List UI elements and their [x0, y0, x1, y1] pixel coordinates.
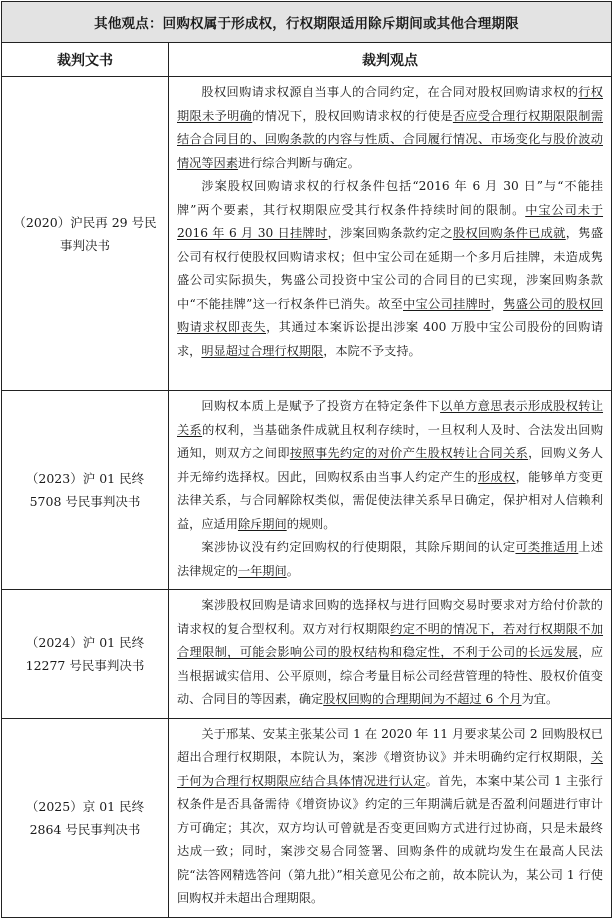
view-paragraph: [177, 175, 603, 363]
text-segment: 上述法律规定的: [177, 540, 604, 578]
table-row-1: [2, 77, 612, 391]
underlined-text: 约定不明的情况下，若对行权期限不加合理限制，可能会影响公司的股权结构和稳定性，不利于公司的长远发展: [177, 621, 604, 659]
text-segment: 。首先，本案中某公司 1 主张行权条件是否具备需待《增资协议》约定的三年期满后就是否盈利问题进行审计方可确定；其次，双方均认可曾就是否变更回购方式进行过协商，只是未最终达成一致；同时，案涉交易合同签署、回购条件的成就均发生在最高人民法院“法答网精选答问（第九批）”相关意见公布之前，故本院认为，某公司 1 行使回购权并未超出合理期限。: [177, 773, 603, 905]
text-segment: 案涉协议没有约定回购权的行使期限，其除斥期间的认定: [201, 540, 516, 554]
underlined-text: 除斥期间: [237, 516, 287, 531]
court-view: [169, 718, 612, 917]
text-segment: ，: [490, 296, 504, 311]
underlined-text: 行权期限未予明确: [177, 85, 603, 123]
underlined-text: 股权回购条件已成就: [452, 226, 566, 240]
underlined-text: 关于何为合理行权期限应结合具体情况进行认定: [177, 750, 603, 788]
header-case: 裁判文书: [2, 43, 169, 77]
text-segment: 。: [286, 563, 299, 578]
court-view: [169, 590, 612, 719]
view-paragraph: [177, 594, 603, 712]
table-row-3: [2, 590, 612, 719]
text-segment: ，其通过本案诉讼提出涉案 400 万股中宝公司股份的回购请求，: [177, 320, 604, 358]
table-title-row: [2, 2, 612, 43]
text-segment: ，应当根据诚实信用、公平原则，综合考量目标公司经营管理的特性、股权价值变动、合同目的等因素，确定: [177, 645, 604, 706]
text-segment: 案涉股权回购是请求回购的选择权与进行回购交易时要求对方给付价款的请求权的复合型权利。双方对行权期限: [177, 598, 603, 636]
court-view: [169, 77, 612, 391]
underlined-text: 按照事先约定的对价产生股权转让合同关系: [289, 446, 529, 460]
text-segment: 的情况下，股权回购请求权的行使是: [252, 108, 453, 123]
underlined-text: 股权回购的合理期间为不超过 6 个月: [323, 692, 522, 706]
view-paragraph: [177, 723, 603, 911]
case-number: （2023）沪 01 民终 5708 号民事判决书: [2, 391, 169, 590]
text-segment: 涉案股权回购请求权的行权条件包括“2016 年 6 月 30 日”与“不能挂牌”两个要素，其行权期限应受其行权条件持续时间的限制。: [177, 179, 603, 217]
view-paragraph: [177, 536, 603, 583]
underlined-text: 一年期间: [237, 563, 287, 578]
table-header-row: [2, 43, 612, 77]
text-segment: 的权利，当基础条件成就且权利存续时，一旦权利人及时、合法发出回购通知，则双方之间即: [177, 422, 604, 460]
underlined-text: 中宝公司挂牌时: [403, 296, 491, 311]
view-paragraph: [177, 81, 603, 175]
text-segment: 进行综合判断与确定。: [237, 155, 360, 170]
underlined-text: 隽盛公司的股权回购请求权即丧失: [177, 296, 604, 334]
underlined-text: 以单方意思表示形成股权转让关系: [177, 399, 604, 437]
text-segment: ，涉案回购条款约定之: [327, 226, 453, 240]
text-segment: ，回购义务人并无缔约选择权。因此，回购权系由当事人约定产生的: [177, 446, 604, 484]
underlined-text: 中宝公司未于 2016 年 6 月 30 日挂牌时: [177, 202, 604, 240]
text-segment: 回购权本质上是赋予了投资方在特定条件下: [201, 399, 441, 413]
underlined-text: 否应受合理行权期限限制需结合合同目的、回购条款的内容与性质、合同履行情况、市场变化与股价波动情况等因素: [177, 108, 604, 170]
case-number: （2025）京 01 民终 2864 号民事判决书: [2, 718, 169, 917]
text-segment: ，本院不予支持。: [323, 343, 421, 358]
table-row-4: [2, 718, 612, 917]
underlined-text: 形成权: [477, 469, 516, 484]
judgment-table: [1, 1, 612, 918]
case-number: （2024）沪 01 民终 12277 号民事判决书: [2, 590, 169, 719]
text-segment: 股权回购请求权源自当事人的合同约定，在合同对股权回购请求权的: [201, 85, 579, 99]
case-number: （2020）沪民再 29 号民事判决书: [2, 77, 169, 391]
underlined-text: 可类推适用: [515, 540, 579, 554]
text-segment: 关于邢某、安某主张某公司 1 在 2020 年 11 月要求某公司 2 回购股权已超出合理行权期限，本院认为，案涉《增资协议》并未明确约定行权期限，: [177, 726, 603, 764]
court-view: [169, 391, 612, 590]
view-paragraph: [177, 395, 603, 536]
text-segment: 的规则。: [286, 516, 336, 531]
text-segment: ，隽盛公司有权行使股权回购请求权；但中宝公司在延期一个多月后挂牌，未造成隽盛公司实际损失，隽盛公司投资中宝公司的合同目的已实现，涉案回购条款中“不能挂牌”这一行权条件已消失。故至: [177, 226, 604, 311]
underlined-text: 明显超过合理行权期限: [201, 343, 324, 358]
text-segment: ，能够单方变更法律关系，与合同解除权类似，需促使法律关系早日确定，保护相对人信赖利益，应适用: [177, 469, 604, 531]
text-segment: 为宜。: [521, 692, 559, 706]
table-title: 其他观点：回购权属于形成权，行权期限适用除斥期间或其他合理期限: [2, 2, 612, 43]
table-row-2: [2, 391, 612, 590]
header-view: 裁判观点: [169, 43, 612, 77]
